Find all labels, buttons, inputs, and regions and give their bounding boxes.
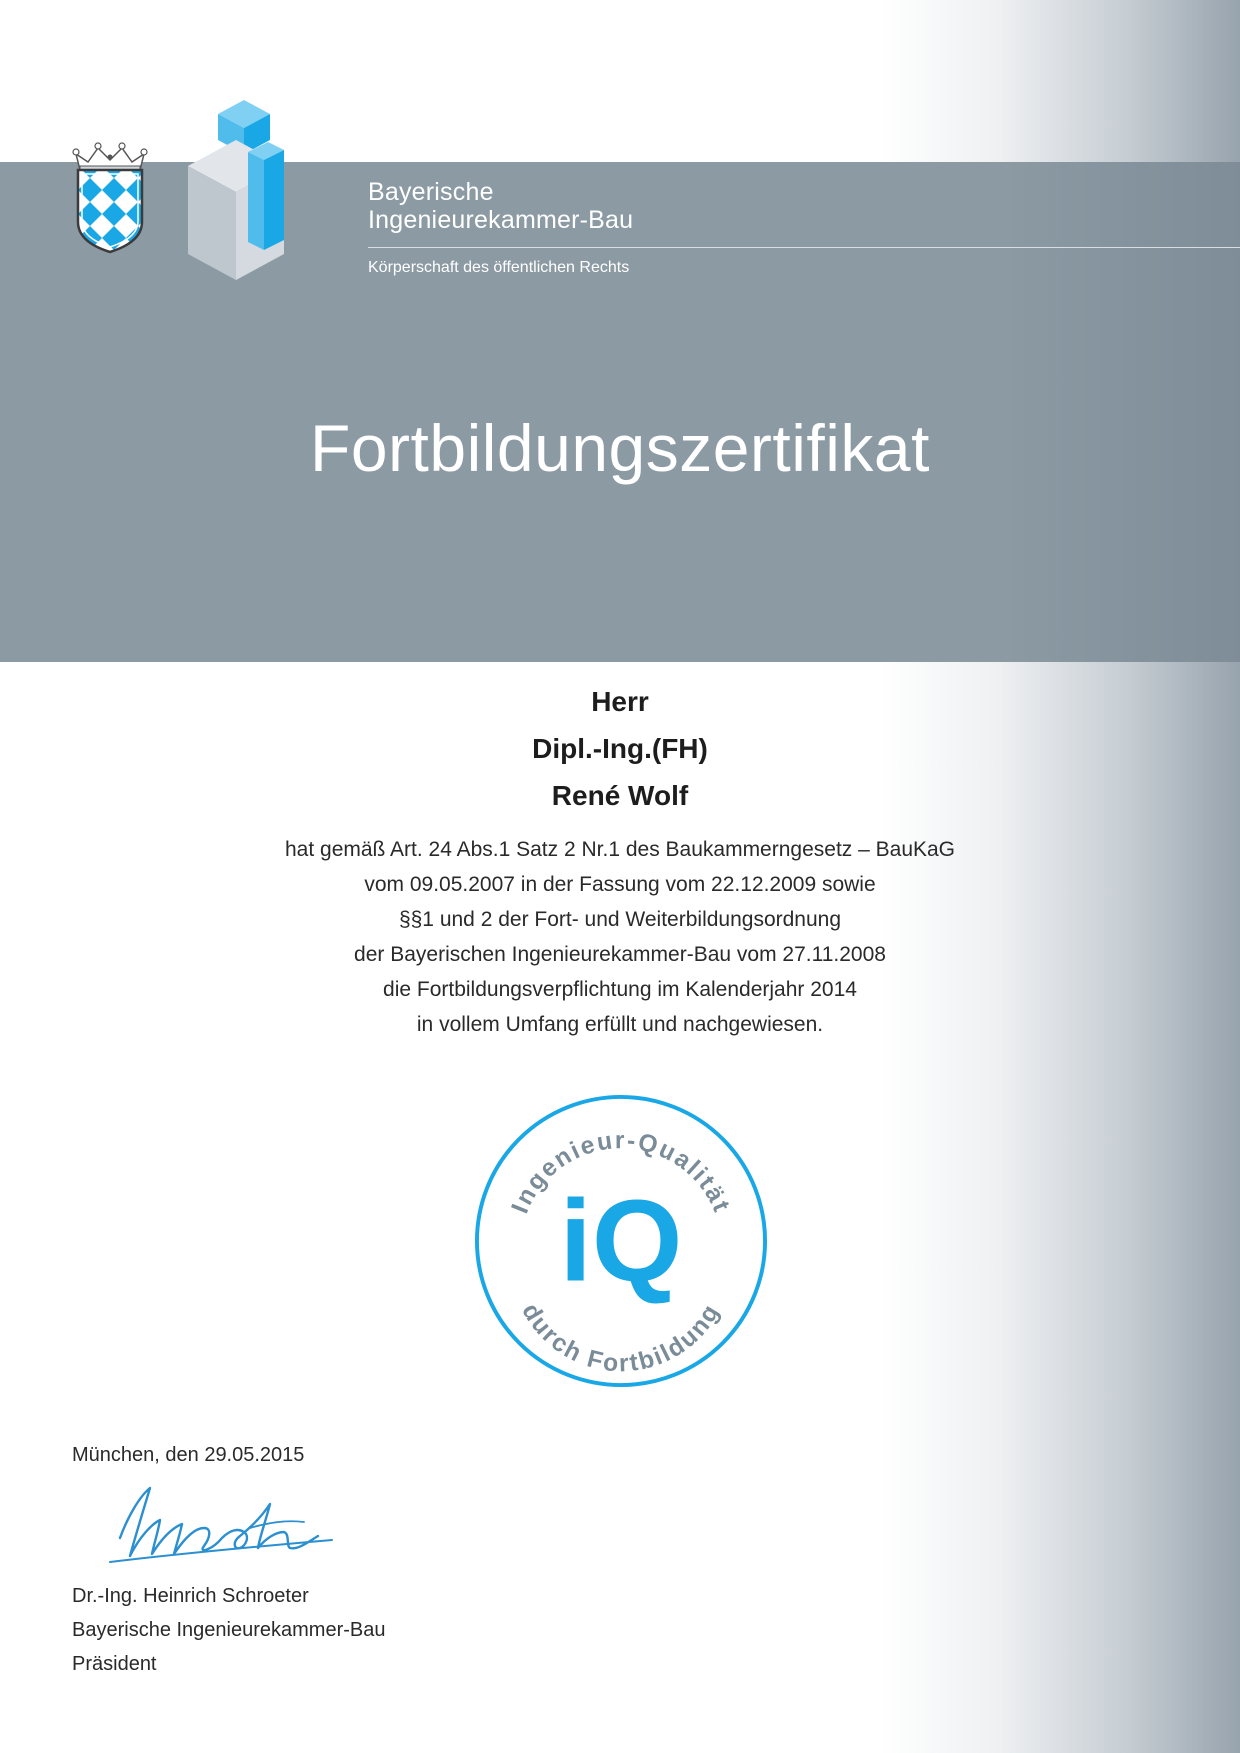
seal-top-text: Ingenieur-Qualität	[506, 1127, 736, 1218]
iq-seal-icon	[473, 1093, 769, 1389]
bavarian-coat-of-arms-icon	[68, 140, 152, 256]
recipient-block	[0, 678, 1240, 819]
organization-name-line1: Bayerische	[368, 178, 494, 206]
certificate-title: Fortbildungszertifikat	[310, 411, 930, 485]
handwritten-signature	[100, 1476, 340, 1572]
body-line: hat gemäß Art. 24 Abs.1 Satz 2 Nr.1 des Baukammerngesetz – BauKaG	[284, 838, 956, 861]
signer-name: Dr.-Ing. Heinrich Schroeter	[72, 1585, 309, 1607]
body-line: der Bayerischen Ingenieurekammer-Bau vom 27.11.2008	[354, 943, 886, 966]
seal-center-text: iQ	[559, 1175, 683, 1306]
organization-subtitle: Körperschaft des öffentlichen Rechts	[368, 259, 630, 276]
organization-divider	[368, 247, 1240, 248]
body-line: vom 09.05.2007 in der Fassung vom 22.12.2009 sowie	[364, 873, 876, 896]
organization-name	[368, 178, 633, 234]
place-date: München, den 29.05.2015	[72, 1444, 305, 1466]
body-line: §§1 und 2 der Fort- und Weiterbildungsordnung	[398, 908, 842, 931]
bayika-logo-cube-icon	[188, 100, 296, 280]
recipient-salutation: Herr	[591, 686, 649, 717]
seal-bottom-text: durch Fortbildung	[516, 1298, 726, 1378]
organization-name-line2: Ingenieurekammer-Bau	[368, 206, 634, 234]
signer-role: Präsident	[72, 1653, 157, 1675]
certificate-body	[0, 832, 1240, 1042]
signer-block	[72, 1579, 386, 1681]
body-line: in vollem Umfang erfüllt und nachgewiesen.	[416, 1013, 824, 1036]
body-line: die Fortbildungsverpflichtung im Kalenderjahr 2014	[383, 978, 857, 1001]
recipient-name: René Wolf	[551, 780, 689, 811]
signer-organization: Bayerische Ingenieurekammer-Bau	[72, 1619, 386, 1641]
recipient-degree: Dipl.-Ing.(FH)	[532, 733, 708, 764]
